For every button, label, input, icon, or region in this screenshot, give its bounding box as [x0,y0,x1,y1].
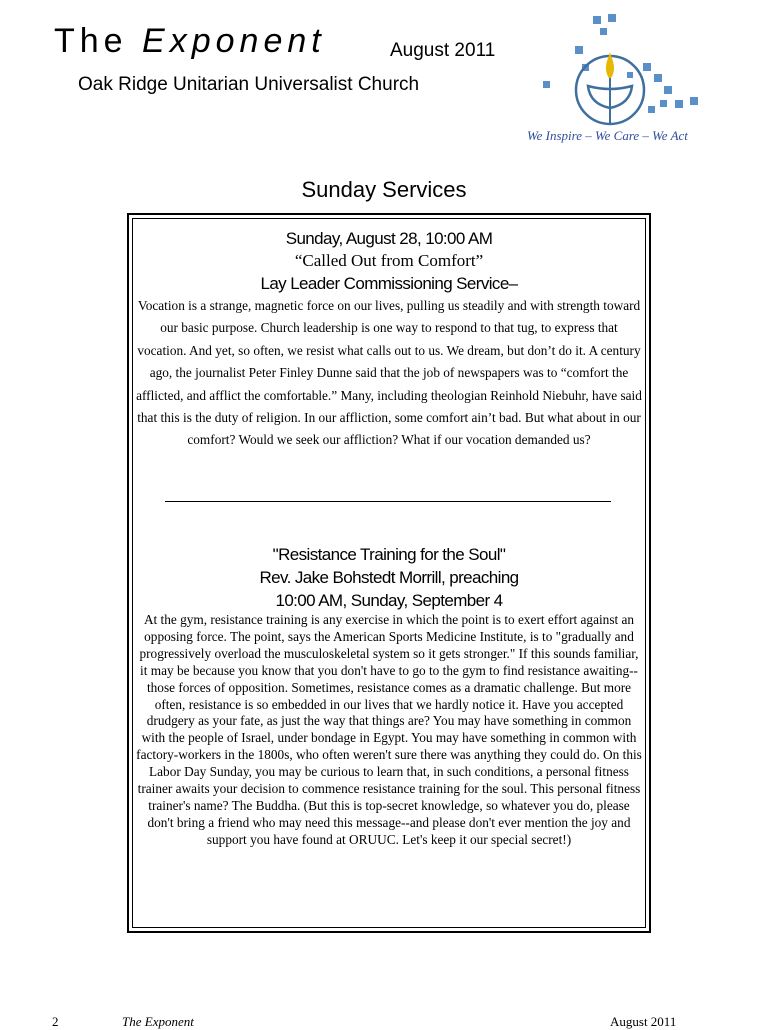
service-title: "Resistance Training for the Soul" [272,545,506,564]
service-subtitle: Lay Leader Commissioning Service– [260,274,518,293]
page-footer [0,1014,768,1029]
service-speaker: Rev. Jake Bohstedt Morrill, preaching [259,568,519,587]
newsletter-title [54,22,326,61]
service-description: Vocation is a strange, magnetic force on our lives, pulling us steadily and with strength toward our basic purpose. Church leadership is one way to respond to that tug, to express that vocation. And yet, so often, we resist what calls out to us. We dream, but don’t do it. A century ago, the journalist Peter Finley Dunne said that the job of newspapers was to “comfort the afflicted, and afflict the comfortable.” Many, including theologian Reinhold Niebuhr, have said that this is the duty of religion. In our affliction, some comfort ain’t bad. But what about in our comfort? Would we seek our affliction? What if our vocation demanded us? [136,298,642,448]
service-datetime: Sunday, August 28, 10:00 AM [285,229,493,248]
church-tagline: We Inspire – We Care – We Act [527,128,688,143]
services-box [127,213,651,933]
church-name: Oak Ridge Unitarian Universalist Church [78,74,420,95]
issue-date: August 2011 [390,40,496,61]
title-word-exponent: Exponent [142,22,326,60]
services-box-inner [132,218,646,928]
section-title: Sunday Services [301,177,467,202]
title-word-the: The [54,22,128,60]
section-divider [165,501,611,502]
page-number: 2 [52,1014,59,1029]
service-september-4 [133,543,645,849]
footer-date: August 2011 [610,1014,677,1029]
footer-publication: The Exponent [122,1014,194,1029]
service-title: “Called Out from Comfort” [294,251,484,270]
service-description: At the gym, resistance training is any exercise in which the point is to exert effort against an opposing force. The point, says the American Sports Medicine Institute, is to "gradually and progressively overload the musculoskeletal system so it gets stronger." If this sounds familiar, it may be because you know that you don't have to go to the gym to find resistance awaiting--those forces of opposition. Sometimes, resistance comes as a dramatic challenge. But more often, resistance is so embedded in our lives that we hardly notice it. Have you accepted drudgery as your fate, as just the way that things are? You may have something in common with the people of Israel, under bondage in Egypt. You may have something in common with factory-workers in the 1800s, who often weren't sure there was anything they could do. On this Labor Day Sunday, you may be curious to learn that, in such conditions, a personal fitness trainer awaits your decision to commence resistance training for the soul. This personal fitness trainer's name? The Buddha. (But this is top-secret knowledge, so whatever you do, please don't bring a friend who may need this message--and please don't ever mention the joy and support you have found at ORUUC. Let's keep it our special secret!) [136,612,642,847]
service-august-28 [133,227,645,452]
service-datetime: 10:00 AM, Sunday, September 4 [275,591,503,610]
